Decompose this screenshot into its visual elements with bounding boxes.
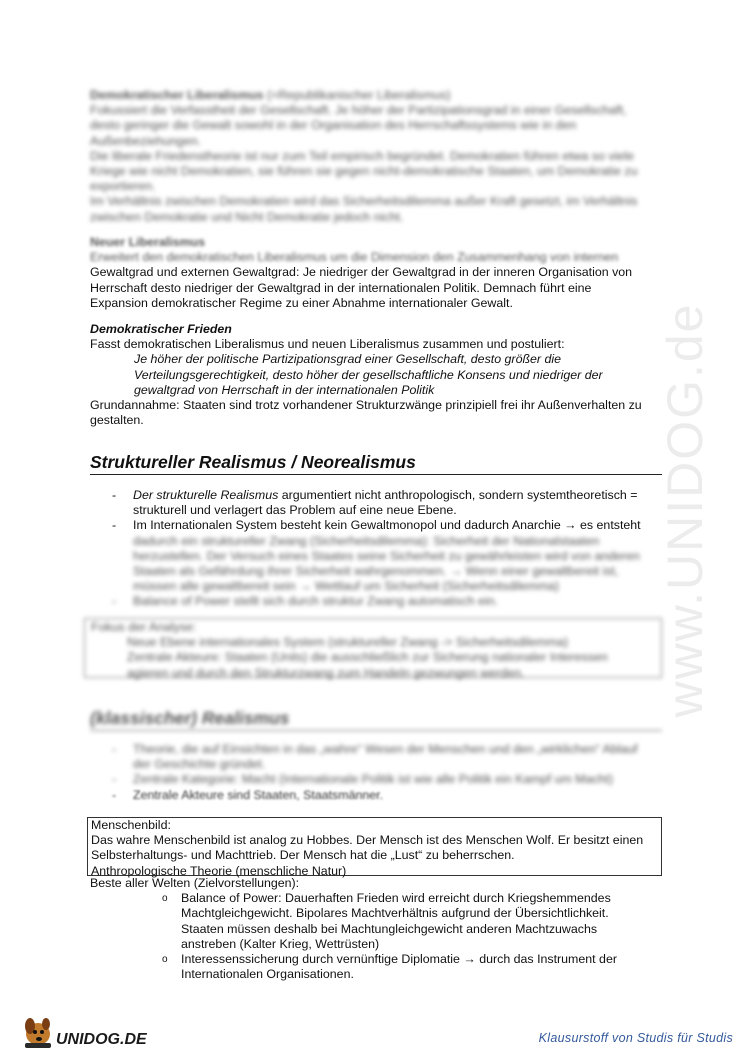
menschenbild-box (87, 817, 662, 876)
text-line: der Geschichte gründet. (133, 757, 266, 772)
text-line: Das wahre Menschenbild ist analog zu Hobbes. Der Mensch ist des Menschen Wolf. Er besitzt einen (91, 833, 644, 848)
watermark (657, 260, 732, 760)
text-line: strukturell und verlagert das Problem auf eine neue Ebene. (133, 503, 457, 518)
quote-line: Verteilungsgerechtigkeit, desto höher der gesellschaftliche Konsens und niedriger der (134, 367, 603, 382)
circle-bullet: o (162, 954, 168, 966)
unidog-logo (22, 1012, 162, 1052)
dash-bullet: - (112, 772, 117, 787)
text-line: Kriege wie nicht Demokratien, sie führen sie gegen nicht-demokratische Staaten, um Demokratie zu (90, 164, 638, 179)
text-line: Expansion demokratischer Regime zu einer Abnahme internationaler Gewalt. (90, 295, 513, 310)
text-line: zwischen Demokratie und Nicht Demokratie jedoch nicht. (90, 209, 404, 224)
list-item (90, 788, 660, 803)
text-line: Im Verhältnis zwischen Demokratien wird das Sicherheitsdilemma außer Kraft gesetzt, im Verhältnis (90, 194, 638, 209)
klassischer-realismus-list (90, 742, 660, 803)
dash-bullet: - (112, 787, 117, 802)
quote-block (90, 352, 660, 398)
text-line: Zentrale Akteure: Staaten (Units) die ausschließlich zur Sicherung nationaler Interessen (127, 650, 608, 665)
text-line: Die liberale Friedenstheorie ist nur zum Teil empirisch begründet. Demokratien führen etwa so viele (90, 148, 634, 163)
circle-bullet: o (162, 893, 168, 905)
neuer-liberalismus-section (90, 235, 660, 311)
text-line: Theorie, die auf Einsichten in das „wahre“ Wesen der Menschen und den „wirklichen“ Ablauf (133, 742, 638, 756)
text-line: Gewaltgrad und externen Gewaltgrad: Je niedriger der Gewaltgrad in der inneren Organisation von (90, 265, 633, 280)
footer-tagline: Klausurstoff von Studis für Studis (538, 1031, 733, 1045)
neorealismus-heading: Struktureller Realismus / Neorealismus (90, 452, 662, 475)
text-line: Interessenssicherung durch vernünftige Diplomatie → durch das Instrument der (181, 952, 617, 967)
list-item (90, 518, 660, 594)
text-line: desto geringer die Gewalt sowohl in der Organisation des Herrschaftssystems wie in den (90, 118, 577, 133)
text-line: Neue Ebene internationales System (struktureller Zwang -> Sicherheitsdilemma) (127, 635, 569, 650)
list-item (90, 772, 660, 787)
text-line: Internationalen Organisationen. (181, 967, 354, 982)
text-line: Anthropologische Theorie (menschliche Natur) (91, 863, 347, 878)
list-item (90, 594, 660, 609)
text-line: Fasst demokratischen Liberalismus und neuen Liberalismus zusammen und postuliert: (90, 337, 565, 352)
text-line: herzustellen. Der Versuch eines Staates seine Sicherheit zu gewährleisten wird von anderen (133, 548, 640, 563)
text-line: Balance of Power stellt sich durch struktur Zwang automatisch ein. (133, 594, 499, 609)
text-line: Zentrale Kategorie: Macht (Internationale Politik ist wie alle Politik ein Kampf um Macht) (133, 772, 614, 787)
watermark-text: www.UNIDOG.de (657, 302, 713, 718)
text-line: Herrschaft desto niedriger der Gewaltgrad in der internationalen Politik. Demnach führt eine (90, 280, 592, 295)
text-line: exportieren. (90, 179, 156, 194)
quote-line: gewaltgrad von Herrschaft in der internationalen Politik (134, 382, 435, 397)
section-title-suffix: (=Republikanischer Liberalismus) (267, 88, 451, 102)
dash-bullet: - (112, 518, 117, 533)
italic-term: Der strukturelle Realismus (133, 488, 279, 502)
dog-icon (25, 1018, 51, 1048)
text-line: gestalten. (90, 413, 144, 428)
demokratischer-liberalismus-section (90, 88, 660, 225)
list-item (90, 488, 660, 518)
text-line: Selbsterhaltungs- und Machttrieb. Der Mensch hat die „Lust“ zu beherrschen. (91, 848, 515, 863)
section-title: Neuer Liberalismus (90, 235, 206, 249)
text-line: agieren und durch den Strukturzwang zum Handeln gezwungen werden. (127, 665, 525, 680)
logo-text: UNIDOG.DE (56, 1031, 147, 1048)
dash-bullet: - (112, 742, 117, 756)
quote-line: Je höher der politische Partizipationsgrad einer Gesellschaft, desto größer die (134, 352, 562, 367)
klassischer-realismus-heading: (klassischer) Realismus (90, 708, 662, 731)
text-line: Im Internationalen System besteht kein Gewaltmonopol und dadurch Anarchie → es entsteht (133, 518, 641, 533)
beste-aller-welten-section (90, 876, 660, 982)
list-item (133, 952, 660, 982)
text-line: müssen alle gewaltbereit sein → Wettlauf um Sicherheit (Sicherheitsdilemma) (133, 579, 560, 594)
list-item (133, 891, 660, 952)
text-line: Machtgleichgewicht. Bipolares Machtverhältnis aufgrund der Übersichtlichkeit. (181, 906, 609, 921)
list-item (90, 742, 660, 772)
text-line: Grundannahme: Staaten sind trotz vorhandener Strukturzwänge prinzipiell frei ihr Außenverhalten zu (90, 398, 642, 413)
dash-bullet: - (112, 488, 117, 502)
fokus-box (84, 618, 662, 678)
text-line: dadurch ein struktureller Zwang (Sicherheitsdilemma): Sicherheit der Nationalstaaten (133, 533, 600, 548)
text-line: Fokussiert die Verfasstheit der Gesellschaft. Je höher der Partizipationsgrad in einer Gesellschaft, (90, 103, 627, 118)
section-title: Demokratischer Liberalismus (90, 88, 264, 102)
dash-bullet: - (112, 594, 117, 609)
text-line: Erweitert den demokratischen Liberalismus um die Dimension den Zusammenhang von internen (90, 250, 619, 265)
text-line: Außenbeziehungen. (90, 133, 201, 148)
box-title: Fokus der Analyse: (91, 620, 197, 634)
box-title: Menschenbild: (91, 818, 171, 832)
section-title: Demokratischer Frieden (90, 322, 232, 336)
text-fragment: argumentiert nicht anthropologisch, sondern systemtheoretisch = (278, 488, 638, 502)
text-line: Zentrale Akteure sind Staaten, Staatsmänner. (133, 787, 384, 802)
text-line: Staaten müssen deshalb bei Machtungleichgewicht anderen Machtzuwachs (181, 921, 598, 936)
text-line: Staaten als Gefährdung ihrer Sicherheit wahrgenommen. → Wenn einer gewaltbereit ist, (133, 564, 619, 579)
demokratischer-frieden-section (90, 322, 660, 428)
section-title: Beste aller Welten (Zielvorstellungen): (90, 876, 300, 890)
text-line: anstreben (Kalter Krieg, Wettrüsten) (181, 936, 380, 951)
neorealismus-list (90, 488, 660, 610)
text-line: Balance of Power: Dauerhaften Frieden wird erreicht durch Kriegshemmendes (181, 891, 611, 906)
